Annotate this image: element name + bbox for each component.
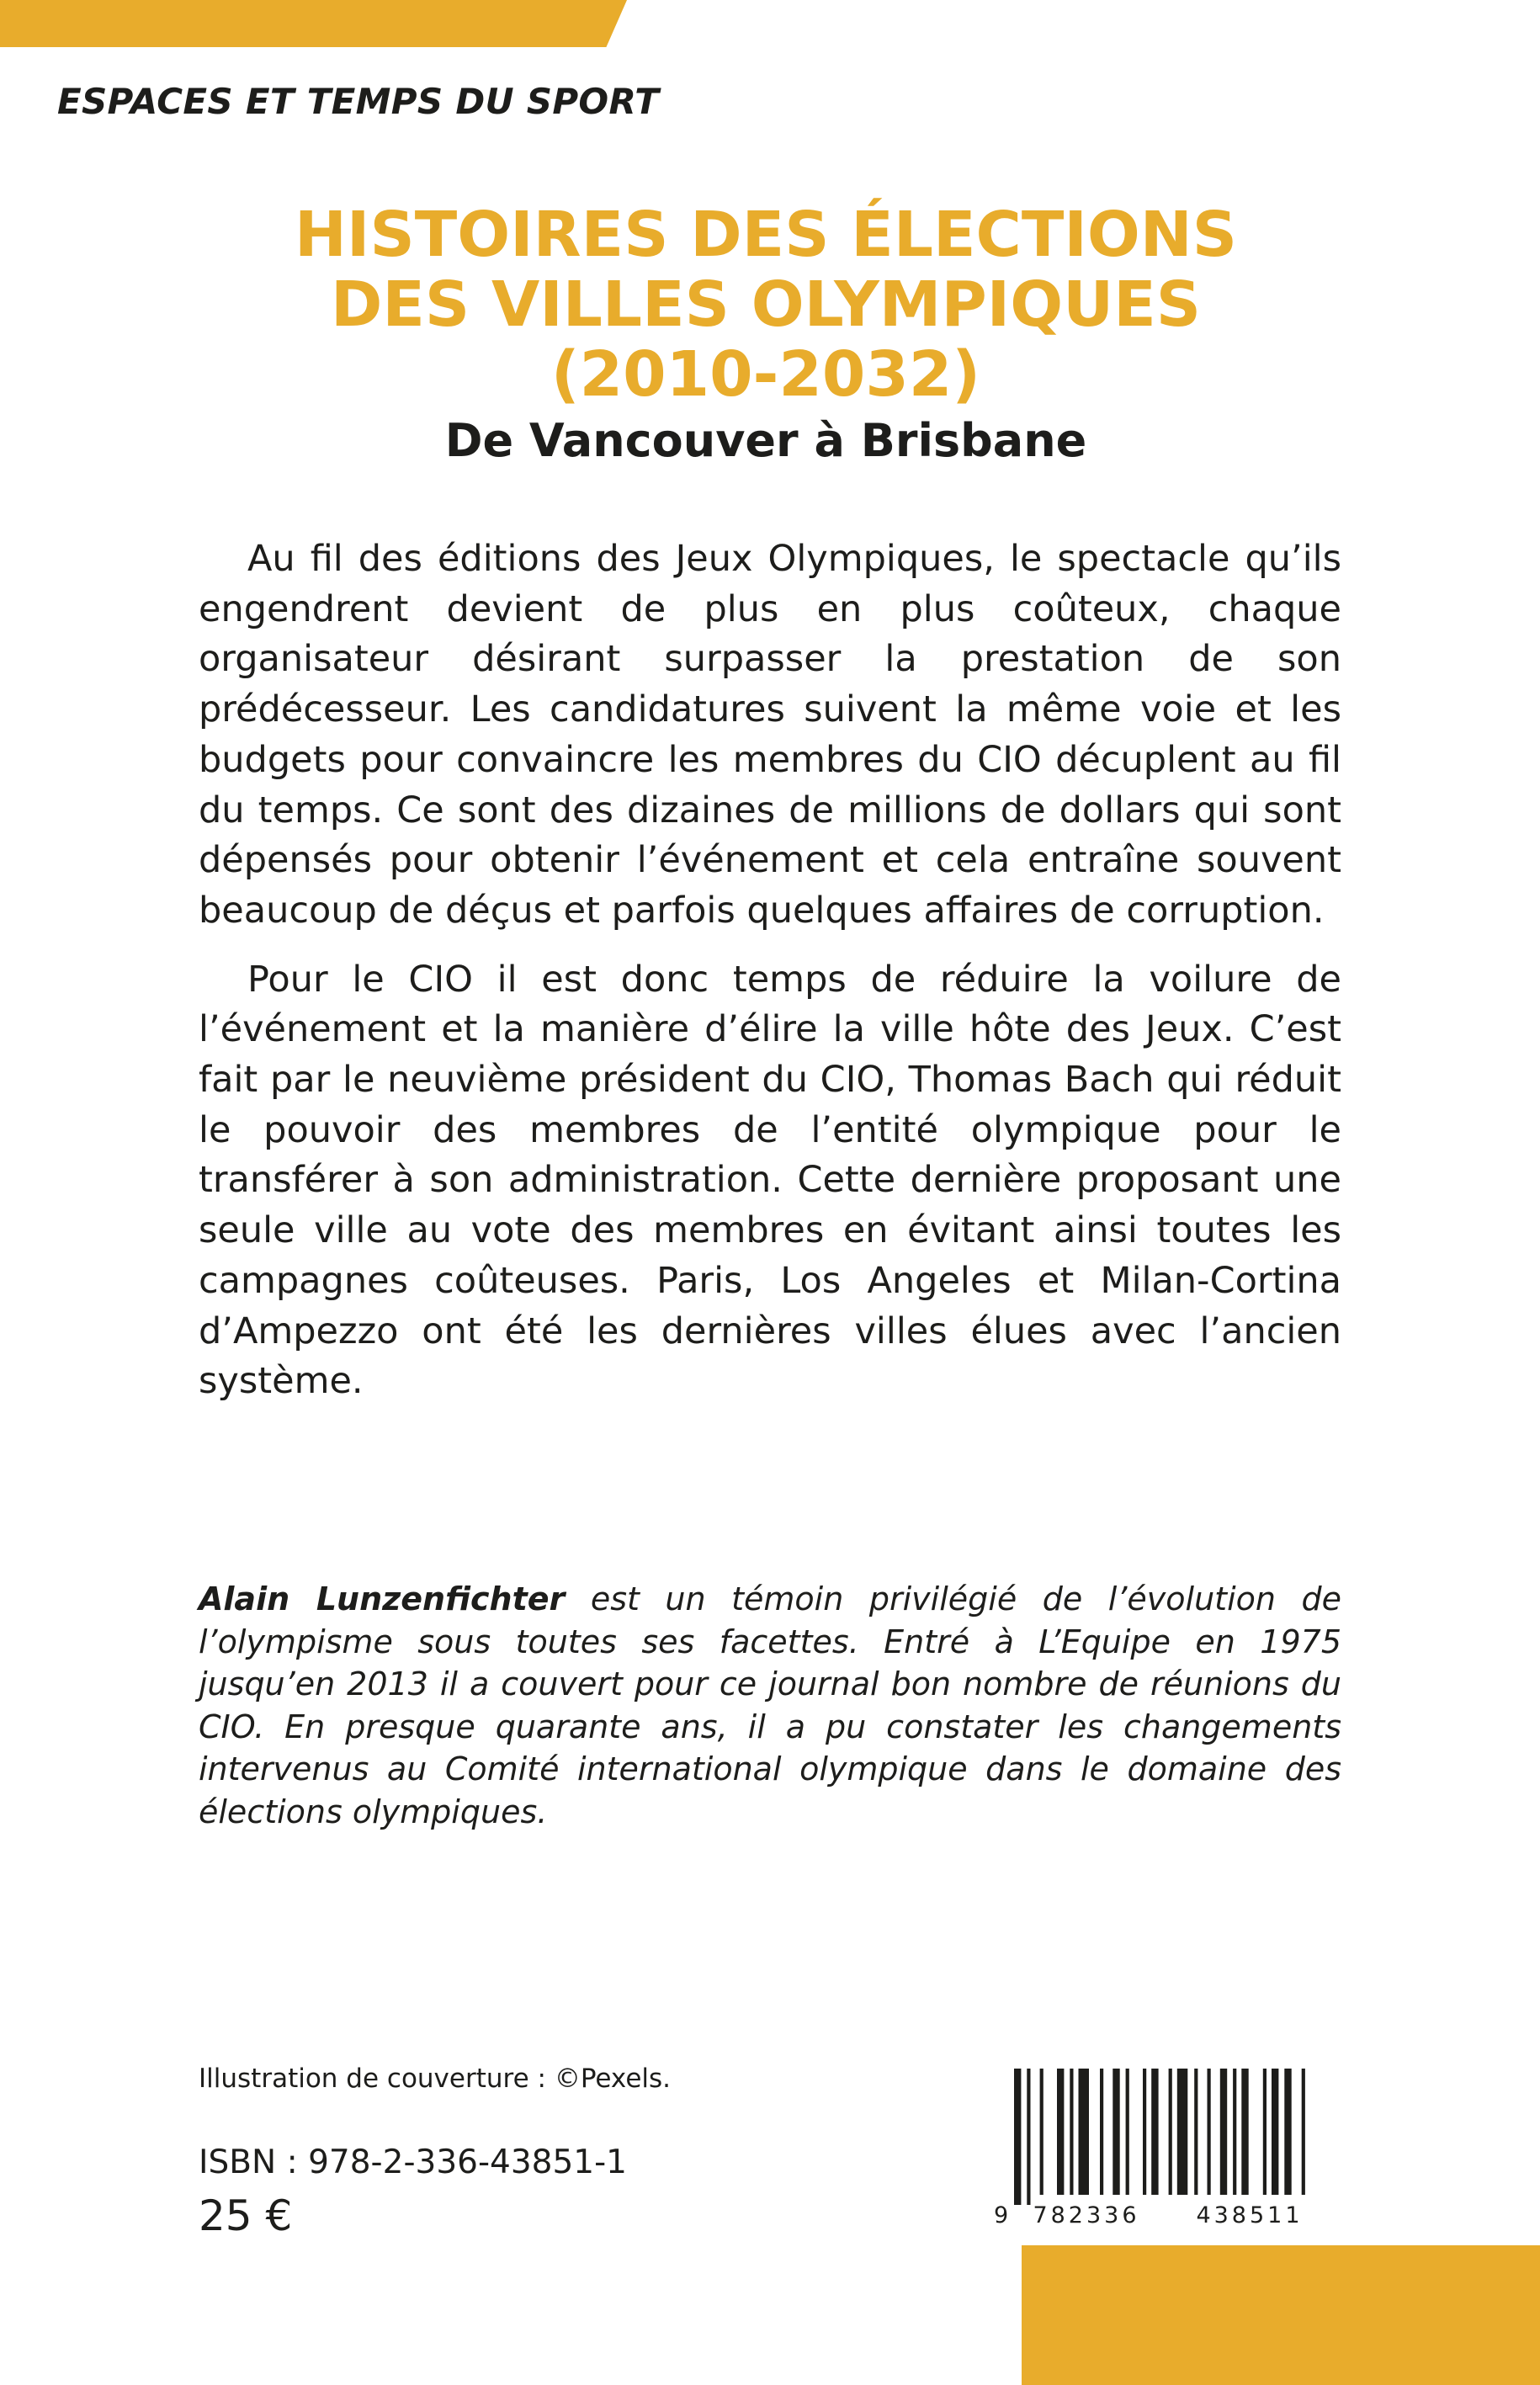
barcode-bar [1070,2069,1073,2195]
illustration-credit: Illustration de couverture : ©Pexels. [199,2064,672,2094]
barcode-bar [1284,2069,1291,2195]
bottom-accent-band [1022,2245,1540,2385]
barcode-bar [1177,2069,1188,2195]
barcode [989,2069,1334,2228]
barcode-bar [1113,2069,1119,2195]
barcode-bar [1057,2069,1064,2195]
barcode-bar [1126,2069,1129,2195]
isbn: ISBN : 978-2-336-43851-1 [199,2143,627,2181]
barcode-bar [1151,2069,1158,2195]
collection-name: ESPACES ET TEMPS DU SPORT [57,81,660,122]
title-line: DES VILLES OLYMPIQUES [330,268,1202,341]
barcode-bar [1220,2069,1227,2195]
barcode-digits-right: 438511 [1196,2202,1304,2228]
barcode-digit-lead: 9 [994,2202,1009,2228]
barcode-bar [1241,2069,1248,2195]
author-name: Alain Lunzenfichter [199,1580,566,1617]
barcode-bar [1272,2069,1278,2195]
barcode-bar [1194,2069,1197,2195]
barcode-bar [1233,2069,1236,2195]
author-bio-text: est un témoin privilégié de l’évolution de l’olympisme sous toutes ses facettes. Entré à L’Equipe en 1975 jusqu’en 2013 il a couvert pour ce journal bon nombre de réunions du CIO. En presque quarante ans, il a pu constater les changements intervenus au Comité international olympique dans le domaine des élections olympiques. [199,1580,1342,1830]
author-bio [199,1578,1341,1833]
barcode-bar [1208,2069,1211,2195]
barcode-digits-left: 782336 [1033,2202,1140,2228]
summary-text [199,534,1341,1407]
summary-paragraph: Au fil des éditions des Jeux Olympiques, le spectacle qu’ils engendrent devient de plus en plus coûteux, chaque organisateur désirant surpasser la prestation de son prédécesseur. Les candidatures suivent la même voie et les budgets pour convaincre les membres du CIO décuplent au fil du temps. Ce sont des dizaines de millions de dollars qui sont dépensés pour obtenir l’événement et cela entraîne souvent beaucoup de déçus et parfois quelques affaires de corruption. [199,538,1341,932]
barcode-bar [1079,2069,1090,2195]
title-line: (2010-2032) [550,338,981,411]
barcode-bar [1263,2069,1267,2195]
title-line: HISTOIRES DES ÉLECTIONS [294,199,1237,271]
barcode-bar [1014,2069,1021,2205]
barcode-bar [1169,2069,1172,2195]
barcode-bar [1100,2069,1103,2195]
barcode-bar [1027,2069,1030,2205]
title-block [202,200,1330,472]
top-accent-band [0,0,627,47]
barcode-bar [1143,2069,1146,2195]
subtitle: De Vancouver à Brisbane [444,414,1087,467]
price: 25 € [199,2191,293,2240]
summary-paragraph: Pour le CIO il est donc temps de réduire la voilure de l’événement et la manière d’élire la ville hôte des Jeux. C’est fait par le neuvième président du CIO, Thomas Bach qui réduit le pouvoir des membres de l’entité olympique pour le transférer à son administration. Cette dernière proposant une seule ville au vote des membres en évitant ainsi toutes les campagnes coûteuses. Paris, Los Angeles et Milan-Cortina d’Ampezzo ont été les dernières villes élues avec l’ancien système. [199,958,1341,1403]
barcode-bar [1040,2069,1043,2195]
barcode-bar [1302,2069,1305,2195]
